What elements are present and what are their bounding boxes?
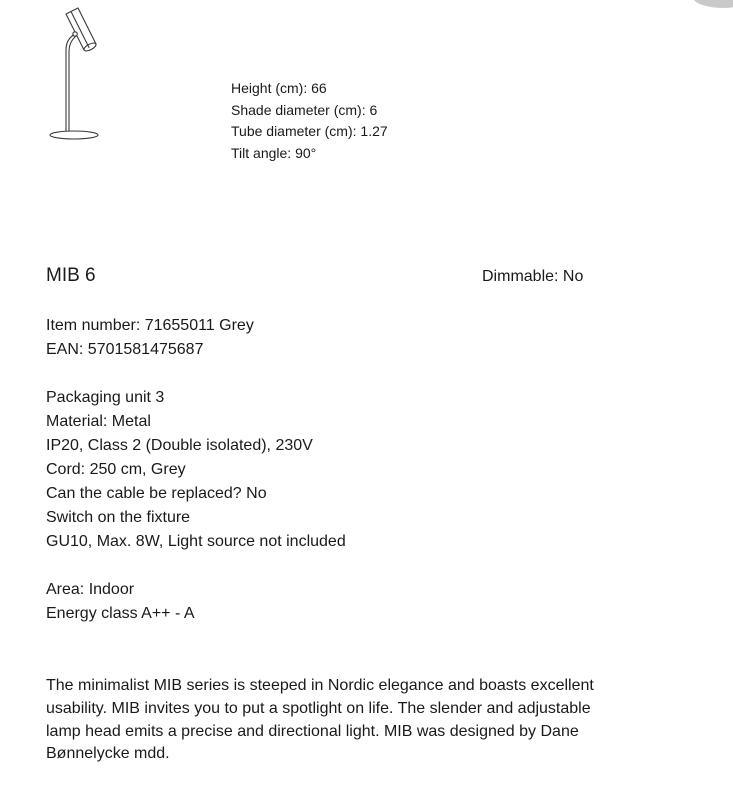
product-description: The minimalist MIB series is steeped in Nordic elegance and boasts excellent usability. MIB invites you to put a spotlight on life. The slender and adjustable lamp head emits a precise and directional light. MIB was designed by Dane Bønnelycke mdd. (46, 677, 594, 763)
corner-decoration (693, 0, 733, 8)
spec-list (231, 78, 388, 164)
light-source: GU10, Max. 8W, Light source not included (46, 533, 346, 550)
spec-tube-diameter: Tube diameter (cm): 1.27 (231, 123, 388, 139)
feature-list (46, 386, 346, 554)
energy-class: Energy class A++ - A (46, 605, 195, 622)
identifier-list (46, 314, 254, 362)
dimmable-info: Dimmable: No (482, 268, 584, 285)
cord-info: Cord: 250 cm, Grey (46, 461, 186, 478)
packaging-unit: Packaging unit 3 (46, 389, 165, 406)
ean-code: EAN: 5701581475687 (46, 341, 204, 358)
material: Material: Metal (46, 413, 151, 430)
product-name: MIB 6 (46, 265, 96, 286)
lamp-drawing (44, 2, 114, 142)
spec-shade-diameter: Shade diameter (cm): 6 (231, 101, 378, 118)
electrical-rating: IP20, Class 2 (Double isolated), 230V (46, 437, 313, 454)
area-indoor: Area: Indoor (46, 581, 135, 598)
item-number: Item number: 71655011 Grey (46, 317, 254, 334)
switch-info: Switch on the fixture (46, 509, 191, 526)
cable-replaceable: Can the cable be replaced? No (46, 485, 267, 502)
area-list (46, 578, 195, 626)
spec-height: Height (cm): 66 (231, 80, 327, 96)
spec-tilt-angle: Tilt angle: 90° (231, 144, 317, 161)
